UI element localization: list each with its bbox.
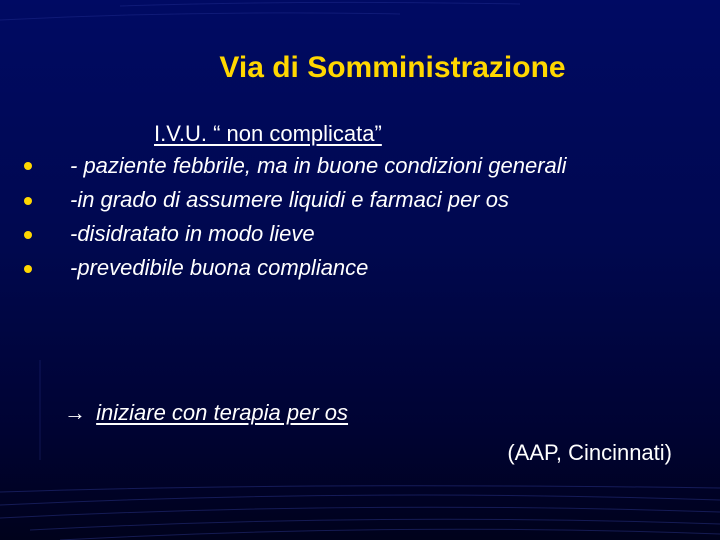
bullet-dot-icon: [24, 197, 32, 205]
list-item: [24, 183, 714, 217]
bullet-dot-icon: [24, 231, 32, 239]
slide-subtitle: I.V.U. “ non complicata”: [154, 121, 382, 146]
conclusion-text: iniziare con terapia per os: [96, 400, 349, 425]
conclusion: [64, 398, 348, 428]
bullet-dot-icon: [24, 162, 32, 170]
bullet-text: -disidratato in modo lieve: [70, 221, 315, 246]
bullet-text: -prevedibile buona compliance: [70, 255, 369, 280]
bullet-text: - paziente febbrile, ma in buone condizioni generali: [70, 153, 567, 178]
bullet-dot-icon: [24, 265, 32, 273]
list-item: [24, 148, 714, 183]
bullet-list: [24, 148, 714, 285]
source-citation: (AAP, Cincinnati): [507, 440, 672, 465]
list-item: [24, 217, 714, 251]
right-arrow-icon: →: [64, 400, 86, 425]
slide-title: Via di Somministrazione: [219, 51, 566, 84]
bullet-text: -in grado di assumere liquidi e farmaci per os: [70, 187, 509, 212]
list-item: [24, 251, 714, 285]
